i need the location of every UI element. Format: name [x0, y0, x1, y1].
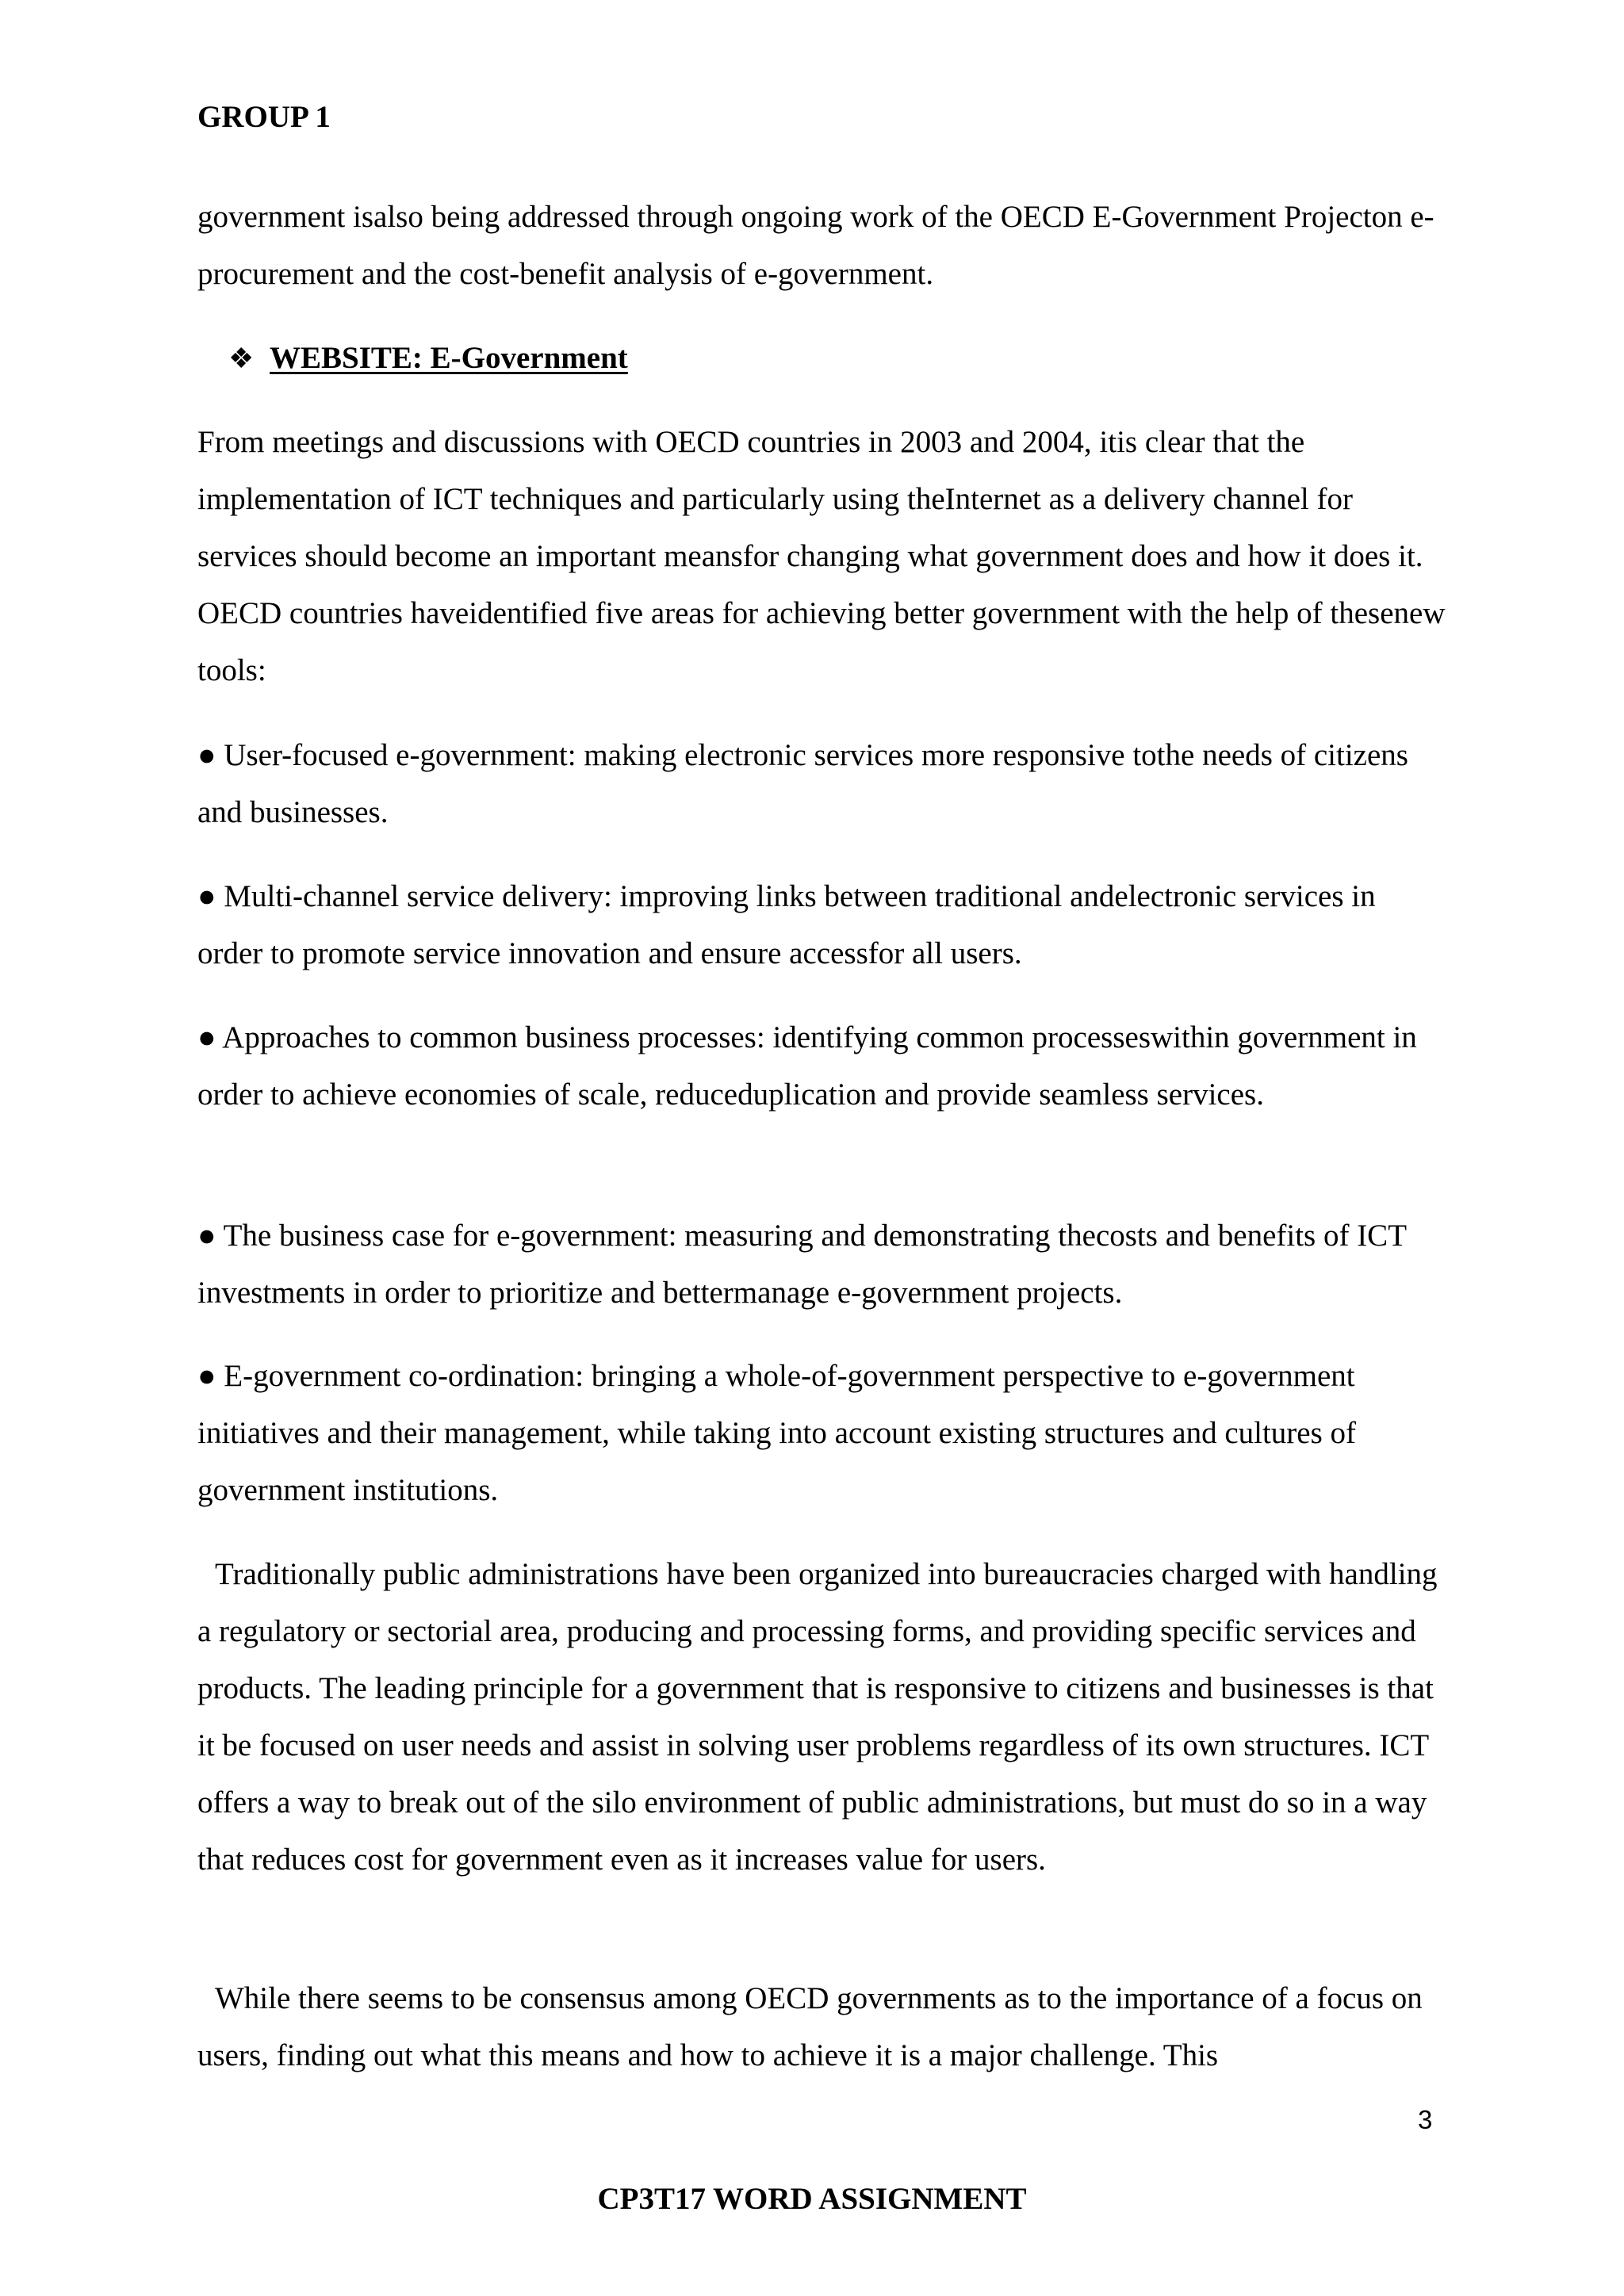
page-number: 3 — [1418, 2105, 1433, 2134]
bullet-item: ● Approaches to common business processes: identifying common processeswithin government in order to achieve economies of scale, reduceduplication and provide seamless services. — [197, 1020, 1417, 1112]
page-header: GROUP 1 — [197, 100, 331, 134]
diamond-bullet-icon: ❖ — [228, 342, 255, 374]
bullet-item: ● User-focused e-government: making electronic services more responsive tothe needs of citizens and businesses. — [197, 738, 1408, 829]
body-paragraph: While there seems to be consensus among OECD governments as to the importance of a focus on users, finding out what this means and how to achieve it is a major challenge. This — [197, 1981, 1423, 2072]
intro-paragraph: government isalso being addressed through ongoing work of the OECD E-Government Projecton e-procurement and the cost-benefit analysis of e-government. — [197, 200, 1434, 291]
bullet-item: ● E-government co-ordination: bringing a whole-of-government perspective to e-government initiatives and their management, while taking into account existing structures and cultures of government institutions. — [197, 1359, 1357, 1507]
bullet-item: ● The business case for e-government: measuring and demonstrating thecosts and benefits of ICT investments in order to prioritize and bettermanage e-government projects. — [197, 1219, 1407, 1310]
bullet-item: ● Multi-channel service delivery: improving links between traditional andelectronic services in order to promote service innovation and ensure accessfor all users. — [197, 879, 1376, 970]
section-heading — [228, 330, 628, 387]
page-footer: CP3T17 WORD ASSIGNMENT — [597, 2182, 1027, 2216]
section-heading-text: WEBSITE: E-Government — [270, 341, 628, 375]
body-paragraph: From meetings and discussions with OECD countries in 2003 and 2004, itis clear that the implementation of ICT techniques and particularly using theInternet as a delivery channel for services should become an important meansfor changing what government does and how it does it. OECD countries haveidentified five areas for achieving better government with the help of thesenew tools: — [197, 425, 1446, 687]
body-paragraph: Traditionally public administrations have been organized into bureaucracies charged with handling a regulatory or sectorial area, producing and processing forms, and providing specific services and products. The leading principle for a government that is responsive to citizens and businesses is that it be focused on user needs and assist in solving user problems regardless of its own structures. ICT offers a way to break out of the silo environment of public administrations, but must do so in a way that reduces cost for government even as it increases value for users. — [197, 1557, 1438, 1877]
